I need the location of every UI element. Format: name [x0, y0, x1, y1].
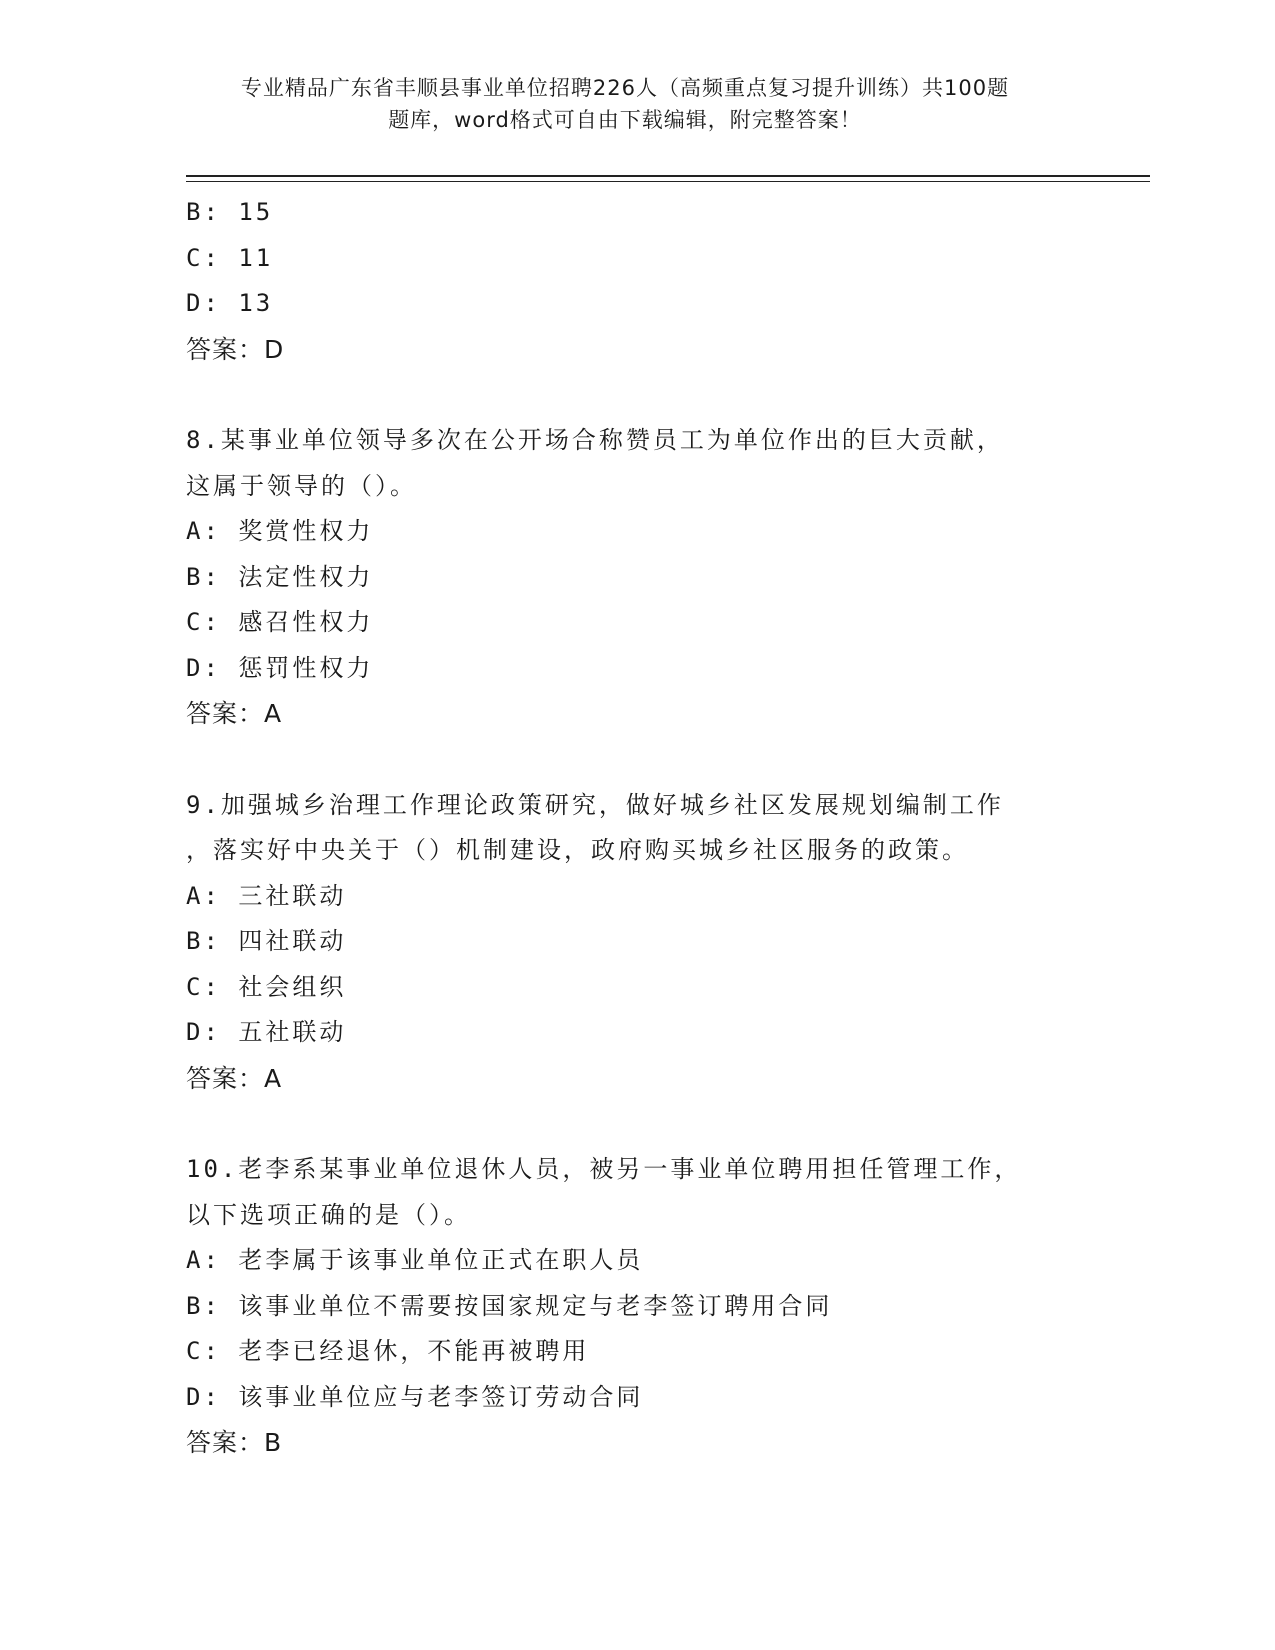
option-b: B: 四社联动 [186, 927, 347, 955]
question-stem-line: 这属于领导的（）。 [186, 471, 417, 500]
answer-line: 答案：B [186, 1428, 283, 1457]
question-10 [186, 1147, 1086, 1466]
option-d: D: 惩罚性权力 [186, 653, 374, 682]
question-stem-line: ，落实好中央关于（）机制建设，政府购买城乡社区服务的政策。 [186, 836, 969, 864]
option-d: D: 五社联动 [186, 1018, 347, 1046]
option-c: C: 感召性权力 [186, 608, 374, 636]
option-c: C: 老李已经退休，不能再被聘用 [186, 1337, 590, 1365]
option-d: D: 该事业单位应与老李签订劳动合同 [186, 1382, 644, 1411]
previous-question-tail [186, 190, 1086, 372]
question-stem-line: 以下选项正确的是（）。 [186, 1200, 471, 1229]
document-body [186, 190, 1086, 1466]
question-stem-line: 9.加强城乡治理工作理论政策研究，做好城乡社区发展规划编制工作 [186, 790, 1004, 819]
option-b: B: 15 [186, 198, 274, 226]
answer-line: 答案：A [186, 699, 283, 728]
option-a: A: 老李属于该事业单位正式在职人员 [186, 1246, 644, 1274]
answer-line: 答案：D [186, 334, 285, 364]
header-rule-thin [186, 181, 1150, 182]
option-a: A: 奖赏性权力 [186, 517, 374, 545]
option-b: B: 法定性权力 [186, 562, 374, 591]
question-9 [186, 783, 1086, 1102]
question-stem-line: 8.某事业单位领导多次在公开场合称赞员工为单位作出的巨大贡献， [186, 426, 1004, 454]
option-d: D: 13 [186, 289, 274, 317]
question-stem-line: 10.老李系某事业单位退休人员，被另一事业单位聘用担任管理工作， [186, 1155, 1022, 1183]
option-a: A: 三社联动 [186, 881, 347, 910]
header-rule-thick [186, 175, 1150, 177]
option-c: C: 11 [186, 243, 274, 272]
header-line-1: 专业精品广东省丰顺县事业单位招聘226人（高频重点复习提升训练）共100题 [240, 76, 1010, 100]
page-header [185, 72, 1065, 136]
option-b: B: 该事业单位不需要按国家规定与老李签订聘用合同 [186, 1291, 833, 1320]
option-c: C: 社会组织 [186, 972, 347, 1001]
answer-line: 答案：A [186, 1063, 283, 1093]
question-8 [186, 418, 1086, 737]
header-line-2: 题库，word格式可自由下载编辑，附完整答案！ [388, 108, 862, 132]
